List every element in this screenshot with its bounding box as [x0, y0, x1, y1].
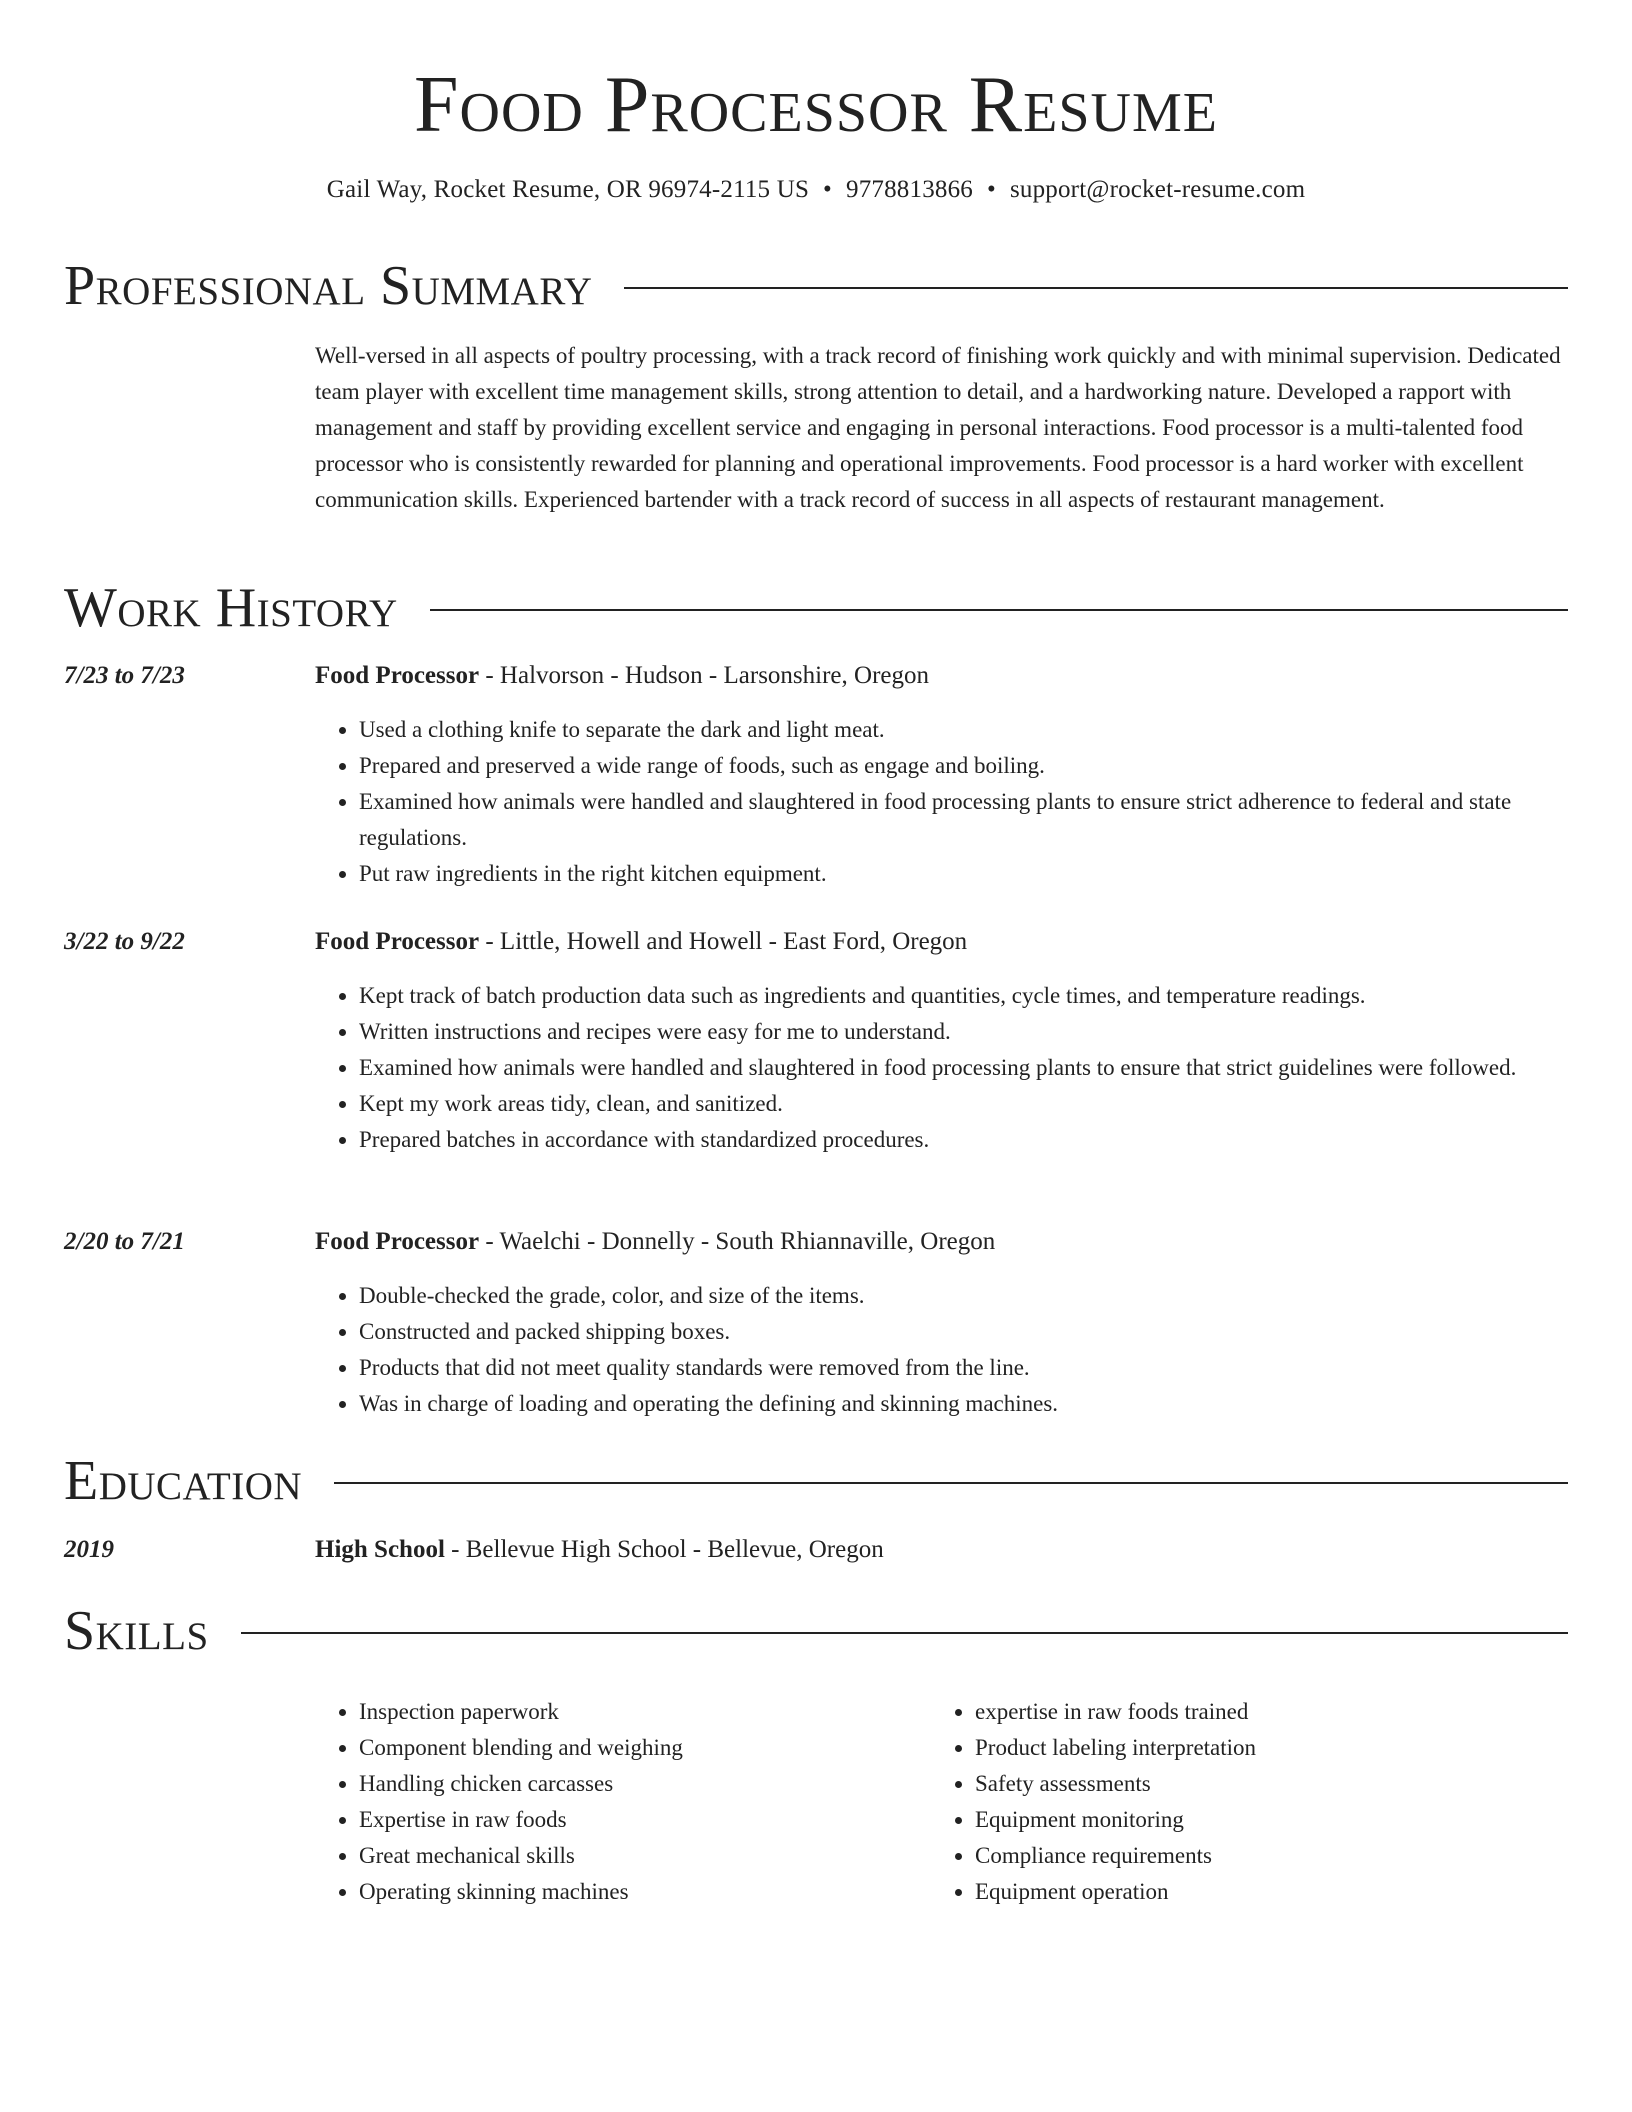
section-divider	[241, 1632, 1568, 1634]
job-bullet: • Prepared and preserved a wide range of foods, such as engage and boiling.	[359, 748, 1568, 784]
job-bullet: • Used a clothing knife to separate the dark and light meat.	[359, 712, 1568, 748]
contact-email: support@rocket-resume.com	[1009, 176, 1306, 203]
contact-address: Gail Way, Rocket Resume, OR 96974-2115 US	[326, 176, 810, 203]
summary-text: Well-versed in all aspects of poultry processing, with a track record of finishing work quickly and with minimal supervision. Dedicated team player with excellent time management skills, strong attention to detail, and a hardworking nature. Developed a rapport with management and staff by providing excellent service and engaging in personal interactions. Food processor is a multi-talented food processor who is consistently rewarded for planning and operational improvements. Food processor is a hard worker with excellent communication skills. Experienced bartender with a track record of success in all aspects of restaurant management.	[315, 343, 1561, 512]
job-bullet: • Kept track of batch production data such as ingredients and quantities, cycle times, and temperature readings.	[359, 978, 1568, 1014]
job-dates: 3/22 to 9/22	[64, 928, 185, 955]
section-divider	[430, 609, 1568, 611]
job-bullet: • Was in charge of loading and operating the defining and skinning machines.	[359, 1386, 1568, 1422]
job-bullet: • Double-checked the grade, color, and size of the items.	[359, 1278, 1568, 1314]
skill-item: • Expertise in raw foods	[359, 1802, 931, 1838]
job-bullet: • Constructed and packed shipping boxes.	[359, 1314, 1568, 1350]
contact-separator: •	[823, 176, 832, 203]
contact-phone: 9778813866	[846, 176, 973, 203]
section-divider	[624, 287, 1568, 289]
job-details: - Little, Howell and Howell - East Ford, Oregon	[479, 928, 968, 955]
summary-heading: Professional Summary	[64, 255, 593, 317]
job-bullets	[315, 1278, 1568, 1422]
job-details: - Waelchi - Donnelly - South Rhiannaville, Oregon	[479, 1228, 996, 1255]
job-bullet: • Written instructions and recipes were easy for me to understand.	[359, 1014, 1568, 1050]
education-details: - Bellevue High School - Bellevue, Oregon	[444, 1536, 884, 1563]
skills-column-left	[315, 1694, 931, 1910]
job-title: Food Processor	[315, 662, 480, 689]
job-bullets	[315, 712, 1568, 892]
skills-heading: Skills	[64, 1600, 209, 1662]
job-header	[315, 1224, 995, 1260]
job-bullet: • Products that did not meet quality standards were removed from the line.	[359, 1350, 1568, 1386]
skill-item: • Equipment monitoring	[975, 1802, 1547, 1838]
job-bullet: • Prepared batches in accordance with standardized procedures.	[359, 1122, 1568, 1158]
education-header	[315, 1532, 884, 1568]
job-bullet: • Put raw ingredients in the right kitchen equipment.	[359, 856, 1568, 892]
job-bullet: • Examined how animals were handled and slaughtered in food processing plants to ensure that strict guidelines were followed.	[359, 1050, 1568, 1086]
job-bullets	[315, 978, 1568, 1158]
summary-section-heading	[64, 251, 1568, 321]
skill-item: • Inspection paperwork	[359, 1694, 931, 1730]
section-divider	[334, 1482, 1568, 1484]
education-heading: Education	[64, 1450, 303, 1512]
work-section-heading	[64, 573, 1568, 643]
skill-item: • Component blending and weighing	[359, 1730, 931, 1766]
education-degree: High School	[315, 1536, 445, 1563]
skills-column-right	[931, 1694, 1547, 1910]
skill-item: • Operating skinning machines	[359, 1874, 931, 1910]
skill-item: • Product labeling interpretation	[975, 1730, 1547, 1766]
skills-section-heading	[64, 1596, 1568, 1666]
skills-list	[315, 1694, 1568, 1910]
resume-title: Food Processor Resume	[414, 61, 1218, 149]
education-section-heading	[64, 1446, 1568, 1516]
job-header	[315, 658, 929, 694]
skill-item: • Handling chicken carcasses	[359, 1766, 931, 1802]
skill-item: • Equipment operation	[975, 1874, 1547, 1910]
job-dates: 2/20 to 7/21	[64, 1228, 185, 1255]
skill-item: • Safety assessments	[975, 1766, 1547, 1802]
work-heading: Work History	[64, 577, 398, 639]
job-bullet: • Examined how animals were handled and slaughtered in food processing plants to ensure strict adherence to federal and state regulations.	[359, 784, 1568, 856]
job-header	[315, 924, 967, 960]
skill-item: • expertise in raw foods trained	[975, 1694, 1547, 1730]
job-bullet: • Kept my work areas tidy, clean, and sanitized.	[359, 1086, 1568, 1122]
skill-item: • Compliance requirements	[975, 1838, 1547, 1874]
education-year: 2019	[64, 1536, 114, 1563]
job-title: Food Processor	[315, 928, 480, 955]
job-title: Food Processor	[315, 1228, 480, 1255]
skill-item: • Great mechanical skills	[359, 1838, 931, 1874]
job-dates: 7/23 to 7/23	[64, 662, 185, 689]
job-details: - Halvorson - Hudson - Larsonshire, Oregon	[479, 662, 929, 689]
contact-line	[64, 172, 1568, 208]
contact-separator: •	[987, 176, 996, 203]
